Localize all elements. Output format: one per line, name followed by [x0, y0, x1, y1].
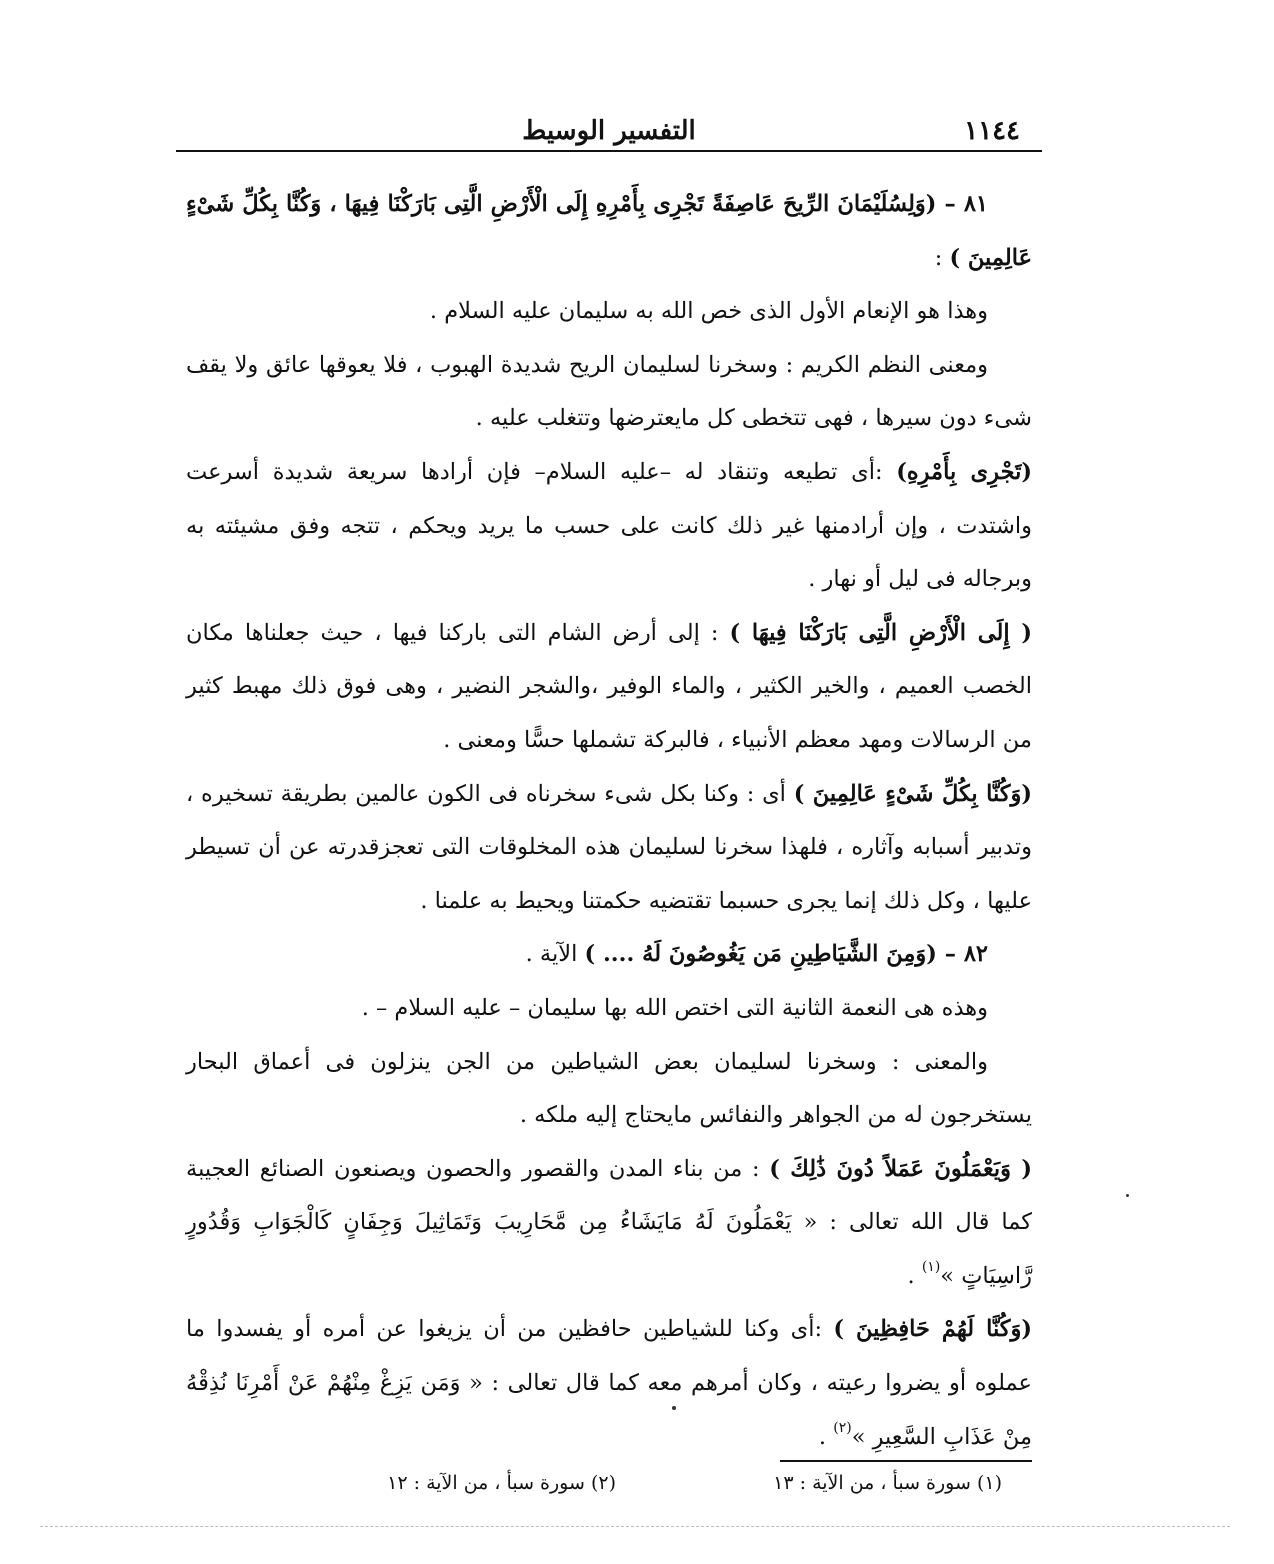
page-number: ١١٤٤ — [964, 116, 1020, 146]
scan-speck — [1126, 1194, 1129, 1197]
page-header — [176, 112, 1042, 148]
quran-quote: ( إِلَى الْأَرْضِ الَّتِى بَارَكْنَا فِيهَا ) — [729, 619, 1032, 646]
footnote: (١) سورة سبأ ، من الآية : ١٣ — [773, 1472, 1002, 1494]
paragraph — [186, 607, 1032, 768]
footnotes — [186, 1466, 1032, 1500]
body-text — [186, 178, 1032, 1464]
paragraph — [186, 982, 1032, 1036]
footnote-marker: (٢) — [833, 1419, 852, 1436]
paragraph-text: وهذا هو الإنعام الأول الذى خص الله به سليمان عليه السلام . — [429, 298, 988, 325]
paragraph-text: والمعنى : وسخرنا لسليمان بعض الشياطين من الجن ينزلون فى أعماق البحار يستخرجون له من الجواهر والنفائس مايحتاج إليه ملكه . — [186, 1048, 1032, 1129]
paragraph-text: ومعنى النظم الكريم : وسخرنا لسليمان الريح شديدة الهبوب ، فلا يعوقها عائق ولا يقف شىء دون سيرها ، فهى تتخطى كل مايعترضها وتتغلب عليه . — [186, 351, 1032, 432]
paragraph — [186, 1143, 1032, 1304]
paragraph-text: . — [907, 1262, 922, 1289]
paragraph-text: :أى وكنا للشياطين حافظين من أن يزيغوا عن أمره أو يفسدوا ما عملوه أو يضروا رعيته ، وكان أمرهم معه كما قال تعالى : « وَمَن يَزِغْ مِنْهُمْ عَنْ أَمْرِنَا نُذِقْهُ مِنْ عَذَابِ السَّعِيرِ » — [186, 1316, 1032, 1450]
paragraph-text: :أى تطيعه وتنقاد له –عليه السلام– فإن أرادها سريعة شديدة أسرعت واشتدت ، وإن أرادمنها غير ذلك كانت على حسب ما يريد ويحكم ، تتجه وفق مشيئته به وبرجاله فى ليل أو نهار . — [186, 458, 1032, 593]
header-rule — [176, 150, 1042, 152]
paragraph — [186, 285, 1032, 339]
paragraph-text: : — [934, 244, 950, 271]
paragraph-text: . — [818, 1423, 834, 1450]
footnote-rule — [780, 1460, 1032, 1462]
paragraph-text: وهذه هى النعمة الثانية التى اختص الله بها سليمان – عليه السلام – . — [361, 994, 988, 1021]
paragraph — [186, 1036, 1032, 1143]
scan-edge-line — [40, 1526, 1230, 1527]
quran-quote: (وَكُنَّا لَهُمْ حَافِظِينَ ) — [833, 1316, 1032, 1343]
quran-quote: ٨١ – (وَلِسُلَيْمَانَ الرِّيحَ عَاصِفَةً تَجْرِى بِأَمْرِهِ إِلَى الْأَرْضِ الَّتِى بَارَكْنَا فِيهَا ، وَكُنَّا بِكُلِّ شَىْءٍ عَالِمِينَ ) — [186, 191, 1032, 271]
paragraph-text: الآية . — [525, 941, 585, 968]
quran-quote: (تَجْرِى بِأَمْرِهِ) — [896, 458, 1032, 485]
quran-quote: (وَكُنَّا بِكُلِّ شَىْءٍ عَالِمِينَ ) — [793, 780, 1032, 807]
quran-quote: ٨٢ – (وَمِنَ الشَّيَاطِينِ مَن يَغُوصُونَ لَهُ .... ) — [584, 941, 988, 968]
running-title: التفسير الوسيط — [522, 116, 696, 146]
paragraph — [186, 1303, 1032, 1464]
scan-speck — [672, 1406, 676, 1410]
paragraph — [186, 768, 1032, 929]
quran-quote: ( وَيَعْمَلُونَ عَمَلاً دُونَ ذَٰلِكَ ) — [769, 1155, 1032, 1182]
footnote: (٢) سورة سبأ ، من الآية : ١٢ — [387, 1472, 616, 1494]
paragraph-verse-82 — [186, 928, 1032, 982]
footnote-marker: (١) — [921, 1258, 941, 1275]
paragraph-text: أى : وكنا بكل شىء سخرناه فى الكون عالمين بطريقة تسخيره ، وتدبير أسبابه وآثاره ، فلهذا سخرنا لسليمان هذه المخلوقات التى تعجزقدرته عن أن تسيطر عليها ، وكل ذلك إنما يجرى حسبما تقتضيه حكمتنا ويحيط به علمنا . — [186, 780, 1032, 914]
paragraph — [186, 446, 1032, 607]
paragraph-verse-81 — [186, 178, 1032, 285]
paragraph — [186, 339, 1032, 446]
paragraph-text: : إلى أرض الشام التى باركنا فيها ، حيث جعلناها مكان الخصب العميم ، والخير الكثير ، والماء الوفير ،والشجر النضير ، وهى فوق ذلك مهبط كثير من الرسالات ومهد معظم الأنبياء ، فالبركة تشملها حسًّا ومعنى . — [186, 619, 1032, 753]
paragraph-text: : من بناء المدن والقصور والحصون ويصنعون الصنائع العجيبة كما قال الله تعالى : « يَعْمَلُونَ لَهُ مَايَشَاءُ مِن مَّحَارِيبَ وَتَمَاثِيلَ وَجِفَانٍ كَالْجَوَابِ وَقُدُورٍ رَّاسِيَاتٍ » — [186, 1155, 1032, 1289]
